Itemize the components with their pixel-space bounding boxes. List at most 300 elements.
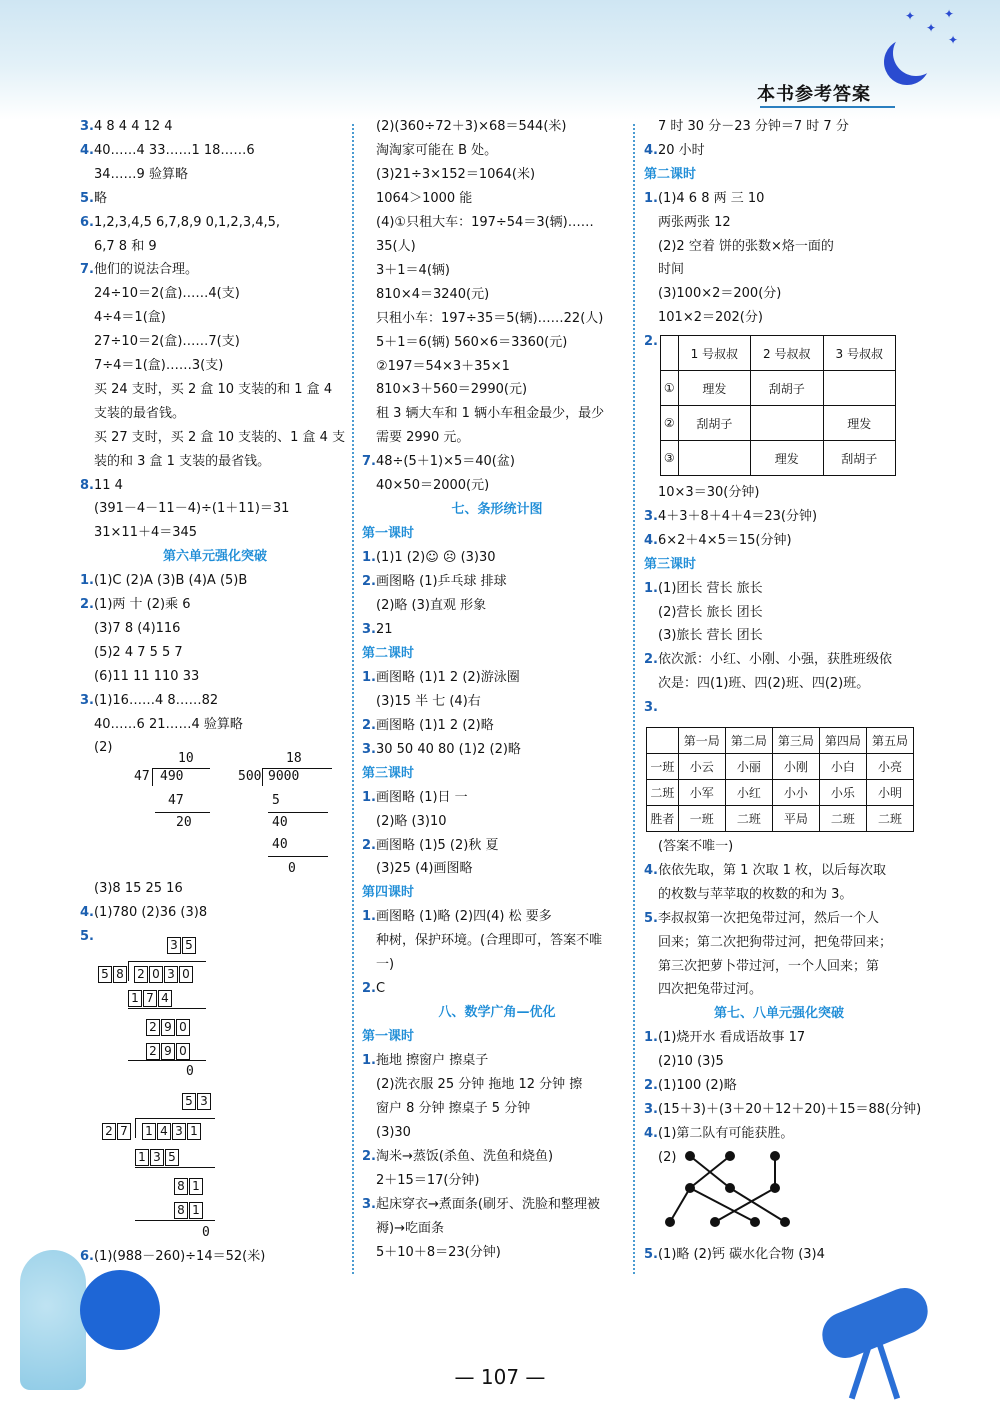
division-bracket	[262, 768, 263, 786]
dividend: 9000	[268, 769, 300, 784]
star-icon: ✦	[905, 9, 916, 23]
answer-line	[362, 717, 494, 735]
answer-line	[362, 1220, 444, 1238]
question-number: 6.	[80, 214, 94, 230]
question-number: 7.	[80, 262, 94, 278]
answer-text: 画图略 (1)日 一	[375, 789, 468, 805]
telescope-illustration	[815, 1281, 934, 1365]
digit-box: 8	[174, 1178, 188, 1195]
division-line	[135, 1118, 136, 1138]
answer-line	[362, 1244, 501, 1262]
answer-line	[644, 261, 684, 279]
answer-line	[80, 166, 188, 184]
page-header-title: 本书参考答案	[757, 84, 871, 105]
question-number: 1.	[362, 550, 376, 566]
answer-text: (2)略 (3)直观 形象	[376, 598, 487, 613]
answer-text: 第三次把萝卜带过河，一个人回来；第	[658, 958, 880, 974]
answer-text: 4÷4＝1(盒)	[94, 310, 166, 326]
answer-line	[362, 932, 602, 950]
answer-line	[644, 651, 892, 669]
table-cell: 小乐	[819, 780, 866, 806]
question-number: 1.	[362, 909, 376, 925]
answer-line	[362, 262, 450, 280]
digit-box: 4	[158, 990, 172, 1007]
answer-text: 11 4	[93, 477, 123, 493]
answer-line	[80, 904, 207, 922]
digit-box: 2	[102, 1123, 116, 1140]
answer-line	[644, 1125, 793, 1143]
answer-text: 时间	[658, 262, 685, 278]
answer-text: 四次把兔带过河。	[658, 982, 763, 998]
table-cell: 小白	[819, 754, 866, 780]
answer-line	[80, 928, 94, 946]
answer-line	[362, 358, 510, 376]
question-number: 2.	[644, 334, 658, 350]
answer-text: 40……4 33……1 18……6	[93, 142, 255, 158]
partial-product: 40	[272, 837, 288, 852]
division-line	[268, 812, 328, 813]
digit-box: 1	[128, 990, 142, 1007]
question-number: 2.	[644, 1078, 658, 1093]
answer-text: (3)7 8 (4)116	[94, 620, 181, 636]
digit-box: 1	[189, 1202, 203, 1219]
table-cell: 1 号叔叔	[678, 336, 750, 371]
answer-line	[362, 381, 527, 399]
table-cell: ②	[661, 406, 679, 441]
lesson-heading: 第二课时	[644, 166, 697, 182]
answer-line	[80, 572, 247, 590]
answer-line	[80, 668, 199, 686]
answer-line	[362, 693, 481, 711]
table-cell: 小刚	[772, 754, 819, 780]
digit-box: 3	[197, 1093, 211, 1110]
digit-row	[142, 1120, 202, 1140]
page-number: — 107 —	[454, 1365, 546, 1389]
answer-text: (2)	[658, 1149, 677, 1165]
digit-box: 1	[135, 1149, 149, 1166]
remainder: 0	[288, 861, 296, 876]
lesson-heading: 第三课时	[644, 556, 697, 572]
answer-line	[362, 669, 520, 687]
answer-line	[362, 860, 473, 878]
bush-illustration	[80, 1270, 160, 1350]
section-heading: 八、数学广角—优化	[438, 1005, 556, 1021]
answer-text: 画图略 (1)1 2 (2)游泳圈	[375, 669, 520, 685]
digit-row	[102, 1120, 132, 1140]
answer-line	[80, 716, 243, 734]
answer-line	[644, 627, 763, 645]
lesson-heading: 第一课时	[362, 1029, 415, 1045]
divisor: 500	[238, 769, 262, 784]
answer-line	[362, 1100, 530, 1118]
game-result-table	[646, 727, 914, 832]
answer-text: 画图略 (1)5 (2)秋 夏	[375, 837, 499, 853]
digit-box: 2	[134, 966, 148, 983]
column-divider	[352, 124, 354, 1274]
table-cell: 理发	[678, 371, 750, 406]
answer-line	[80, 190, 107, 208]
answer-text: 支装的最省钱。	[94, 405, 186, 421]
table-cell: 小亮	[866, 754, 913, 780]
question-number: 5.	[80, 190, 94, 206]
digit-box: 9	[161, 1043, 175, 1060]
answer-line	[362, 1076, 582, 1094]
question-number: 3.	[644, 1101, 658, 1117]
answer-text: (2)洗衣服 25 分钟 拖地 12 分钟 擦	[376, 1077, 583, 1092]
digit-box: 4	[157, 1123, 171, 1140]
question-number: 3.	[644, 508, 658, 524]
diagram-edge	[730, 1188, 785, 1222]
answer-text: (1)4 6 8 两 三 10	[657, 190, 765, 206]
question-number: 1.	[644, 1030, 658, 1046]
question-number: 3.	[362, 741, 376, 757]
answer-text: (3)15 半 七 (4)右	[376, 693, 481, 709]
answer-text: (3)21÷3×152＝1064(米)	[376, 166, 536, 182]
dividend: 490	[160, 769, 184, 784]
answer-text: (1)780 (2)36 (3)8	[93, 904, 208, 920]
question-number: 4.	[644, 532, 658, 548]
answer-line	[362, 573, 507, 591]
answer-text: 起床穿衣→煮面条(刷牙、洗脸和整理被	[375, 1196, 600, 1212]
answer-text: 淘米→蒸饭(杀鱼、洗鱼和烧鱼)	[375, 1148, 554, 1164]
partial-product: 47	[168, 793, 184, 808]
answer-text: 4 8 4 4 12 4	[93, 119, 173, 134]
answer-line	[80, 453, 270, 471]
answer-line	[362, 238, 416, 256]
answer-line	[362, 741, 521, 759]
answer-line	[80, 739, 112, 757]
digit-box: 1	[142, 1123, 156, 1140]
table-cell: 小军	[678, 780, 725, 806]
answer-line	[362, 908, 552, 926]
answer-line	[80, 596, 190, 614]
answer-text: 1064＞1000 能	[376, 190, 473, 206]
table-cell	[678, 441, 750, 476]
table-row	[647, 806, 914, 832]
answer-line	[362, 789, 468, 807]
table-cell: 3 号叔叔	[823, 336, 896, 371]
answer-text: 40×50＝2000(元)	[376, 478, 490, 494]
table-header-row	[661, 336, 896, 371]
digit-row	[128, 987, 173, 1007]
answer-line	[362, 334, 567, 352]
question-number: 3.	[80, 119, 94, 134]
answer-text: (15＋3)＋(3＋20＋12＋20)＋15＝88(分钟)	[657, 1101, 922, 1117]
question-number: 1.	[362, 669, 376, 685]
table-cell: 小明	[866, 780, 913, 806]
answer-line	[80, 333, 240, 351]
table-cell: 一班	[647, 754, 679, 780]
answer-line	[644, 484, 759, 502]
table-cell: 2 号叔叔	[751, 336, 823, 371]
matching-diagram	[660, 1148, 790, 1238]
answer-text: (3)100×2＝200(分)	[658, 286, 782, 302]
answer-text: (1)(988－260)÷14＝52(米)	[93, 1249, 266, 1264]
answer-line	[80, 142, 255, 160]
question-number: 4.	[80, 142, 94, 158]
table-cell	[661, 336, 679, 371]
partial-dividend: 40	[272, 815, 288, 830]
answer-line	[362, 956, 394, 974]
table-cell	[823, 371, 896, 406]
answer-line	[80, 261, 198, 279]
division-line	[128, 1060, 206, 1061]
question-number: 3.	[362, 1196, 376, 1212]
answer-line	[80, 357, 223, 375]
answer-text: ②197＝54×3＋35×1	[376, 358, 510, 374]
answer-text: 依依先取，第 1 次取 1 枚，以后每次取	[657, 862, 887, 878]
answer-line	[644, 214, 731, 232]
answer-text: 买 27 支时，买 2 盒 10 支装的、1 盒 4 支	[94, 429, 346, 445]
answer-line	[362, 813, 447, 831]
answer-line	[80, 524, 197, 542]
answer-line	[644, 238, 834, 256]
answer-line	[362, 837, 498, 855]
answer-text: (1)第二队有可能获胜。	[657, 1125, 794, 1141]
digit-box: 3	[164, 966, 178, 983]
table-cell: 小丽	[725, 754, 772, 780]
table-cell: 第二局	[725, 728, 772, 754]
answer-text: (1)C (2)A (3)B (4)A (5)B	[93, 573, 248, 589]
column-divider	[633, 124, 635, 1274]
answer-text: 只租小车：197÷35＝5(辆)……22(人)	[376, 310, 604, 326]
table-cell: 小云	[678, 754, 725, 780]
answer-line	[644, 333, 658, 351]
table-row	[661, 441, 896, 476]
digit-box: 7	[117, 1123, 131, 1140]
table-cell: 第四局	[819, 728, 866, 754]
answer-line	[362, 1172, 480, 1190]
question-number: 4.	[644, 862, 658, 878]
table-row	[661, 406, 896, 441]
answer-line	[80, 880, 183, 898]
table-cell: 小小	[772, 780, 819, 806]
remainder: 20	[176, 815, 192, 830]
answer-text: 拖地 擦窗户 擦桌子	[375, 1053, 489, 1069]
question-number: 1.	[362, 1053, 376, 1069]
digit-row	[146, 1040, 191, 1060]
answer-text: 3＋1＝4(辆)	[376, 262, 450, 278]
table-cell: 一班	[678, 806, 725, 832]
division-line	[135, 1167, 215, 1168]
answer-text: (3)30	[376, 1124, 411, 1140]
digit-box: 8	[174, 1202, 188, 1219]
answer-text: (1)两 十 (2)乘 6	[93, 597, 191, 612]
answer-line	[80, 405, 185, 423]
answer-line	[644, 886, 852, 904]
table-row	[647, 780, 914, 806]
answer-line	[644, 285, 781, 303]
answer-text: (1)1 (2)☺ ☹ (3)30	[375, 550, 496, 566]
answer-text: 种树，保护环境。(合理即可，答案不唯	[376, 933, 603, 949]
digit-row	[174, 1199, 204, 1219]
question-number: 8.	[80, 477, 94, 493]
answer-line	[80, 285, 240, 303]
digit-box: 5	[165, 1149, 179, 1166]
division-line	[128, 1008, 206, 1009]
moon-icon	[893, 30, 939, 76]
digit-box: 5	[182, 937, 196, 954]
digit-box: 9	[161, 1019, 175, 1036]
table-cell: 第三局	[772, 728, 819, 754]
question-number: 4.	[644, 142, 658, 158]
answer-line	[644, 934, 892, 952]
question-number: 1.	[362, 789, 376, 805]
answer-text: 5＋10＋8＝23(分钟)	[376, 1244, 501, 1260]
digit-box: 3	[172, 1123, 186, 1140]
digit-box: 0	[149, 966, 163, 983]
quotient: 18	[286, 751, 302, 766]
section-heading: 第七、八单元强化突破	[713, 1006, 844, 1022]
answer-text: 48÷(5＋1)×5＝40(盆)	[375, 454, 515, 470]
answer-text: (2)2 空着 饼的张数×烙一面的	[658, 238, 834, 254]
answer-line	[80, 692, 218, 710]
answer-text: 101×2＝202(分)	[658, 310, 763, 326]
question-number: 5.	[644, 1247, 658, 1262]
tree-illustration	[20, 1250, 86, 1390]
answer-text: 35(人)	[376, 238, 416, 254]
answer-line	[362, 118, 566, 136]
answer-line	[362, 429, 469, 447]
digit-box: 2	[146, 1019, 160, 1036]
answer-text: 7÷4＝1(盒)……3(支)	[94, 358, 224, 373]
answer-line	[362, 1124, 411, 1142]
section-heading: 第六单元强化突破	[162, 549, 267, 565]
answer-line	[644, 1246, 825, 1264]
answer-line	[362, 166, 535, 184]
answer-text: 810×4＝3240(元)	[376, 286, 490, 302]
answer-line	[644, 508, 817, 526]
answer-line	[80, 214, 280, 232]
answer-text: (1)烧开水 看成语故事 17	[657, 1030, 806, 1046]
table-cell: 胜者	[647, 806, 679, 832]
table-cell: 二班	[866, 806, 913, 832]
question-number: 1.	[80, 573, 94, 589]
question-number: 7.	[362, 454, 376, 470]
answer-line	[362, 190, 472, 208]
answer-text: 画图略 (1)1 2 (2)略	[375, 717, 494, 733]
answer-line	[644, 118, 849, 136]
answer-text: (答案不唯一)	[658, 839, 734, 854]
answer-line	[644, 675, 869, 693]
answer-line	[644, 532, 792, 550]
answer-text: 回来；第二次把狗带过河，把兔带回来；	[658, 934, 893, 950]
digit-row	[135, 1146, 180, 1166]
digit-row	[174, 1175, 204, 1195]
digit-box: 3	[167, 937, 181, 954]
quotient: 10	[178, 751, 194, 766]
answer-text: 30 50 40 80 (1)2 (2)略	[375, 741, 521, 757]
answer-line	[362, 142, 497, 160]
answer-line	[362, 310, 603, 328]
answer-text: (2)10 (3)5	[658, 1054, 724, 1070]
answer-line	[644, 580, 763, 598]
answer-line	[362, 597, 486, 615]
answer-line	[80, 381, 332, 399]
answer-line	[80, 620, 180, 638]
answer-text: 10×3＝30(分钟)	[658, 485, 760, 500]
question-number: 4.	[644, 1125, 658, 1141]
table-cell: 二班	[647, 780, 679, 806]
digit-box: 1	[189, 1178, 203, 1195]
answer-text: 李叔叔第一次把兔带过河，然后一个人	[657, 910, 879, 926]
answer-line	[362, 453, 515, 471]
digit-box: 1	[187, 1123, 201, 1140]
table-cell: 小红	[725, 780, 772, 806]
digit-row	[182, 1090, 212, 1110]
digit-box: 0	[176, 1043, 190, 1060]
table-row	[661, 371, 896, 406]
answer-text: 窗户 8 分钟 擦桌子 5 分钟	[376, 1100, 531, 1116]
answer-line	[644, 862, 886, 880]
answer-text: 7 时 30 分－23 分钟＝7 时 7 分	[658, 119, 849, 134]
question-number: 2.	[362, 574, 376, 590]
table-row	[647, 754, 914, 780]
answer-text: 6×2＋4×5＝15(分钟)	[657, 532, 792, 548]
header-underline	[760, 106, 895, 108]
answer-line	[644, 1077, 737, 1095]
answer-line	[644, 1101, 921, 1119]
division-line	[135, 1220, 215, 1221]
table-cell: 第一局	[678, 728, 725, 754]
question-number: 1.	[644, 580, 658, 596]
answer-line	[80, 1248, 265, 1266]
division-line	[128, 961, 206, 962]
answer-line	[644, 1029, 805, 1047]
digit-box: 7	[143, 990, 157, 1007]
answer-text: 24÷10＝2(盒)……4(支)	[94, 286, 240, 302]
answer-text: 画图略 (1)略 (2)四(4) 松 要多	[375, 909, 552, 925]
answer-text: 次是：四(1)班、四(2)班、四(2)班。	[658, 676, 870, 692]
answer-text: (6)11 11 110 33	[94, 668, 200, 684]
answer-line	[644, 910, 879, 928]
division-bracket	[152, 768, 153, 786]
table-cell: 刮胡子	[823, 441, 896, 476]
star-icon: ✦	[948, 33, 959, 47]
remainder: 0	[202, 1225, 210, 1240]
division-line	[268, 856, 328, 857]
table-cell: 刮胡子	[751, 371, 823, 406]
digit-box: 3	[150, 1149, 164, 1166]
digit-box: 5	[98, 966, 112, 983]
telescope-leg	[876, 1341, 900, 1400]
digit-row	[98, 963, 128, 983]
answer-line	[80, 644, 183, 662]
answer-text: (1)团长 营长 旅长	[657, 580, 763, 596]
answer-text: 淘淘家可能在 B 处。	[376, 142, 498, 158]
lesson-heading: 第三课时	[362, 765, 415, 781]
divisor: 47	[134, 769, 150, 784]
question-number: 2.	[362, 981, 376, 997]
digit-row	[167, 934, 197, 954]
answer-line	[362, 1196, 600, 1214]
question-number: 2.	[362, 1148, 376, 1164]
answer-line	[362, 1148, 553, 1166]
answer-text: 34……9 验算略	[94, 166, 188, 182]
answer-line	[644, 838, 733, 856]
answer-text: (3)8 15 25 16	[94, 881, 183, 896]
answer-text: 褥)→吃面条	[376, 1220, 444, 1236]
answer-line	[362, 477, 489, 495]
table-cell: ③	[661, 441, 679, 476]
answer-text: 依次派：小红、小刚、小强，获胜班级依	[657, 652, 892, 668]
answer-line	[644, 604, 763, 622]
star-icon: ✦	[926, 21, 937, 35]
table-cell	[751, 406, 823, 441]
answer-text: 一)	[376, 957, 395, 973]
answer-line	[80, 500, 289, 518]
table-cell: 刮胡子	[678, 406, 750, 441]
